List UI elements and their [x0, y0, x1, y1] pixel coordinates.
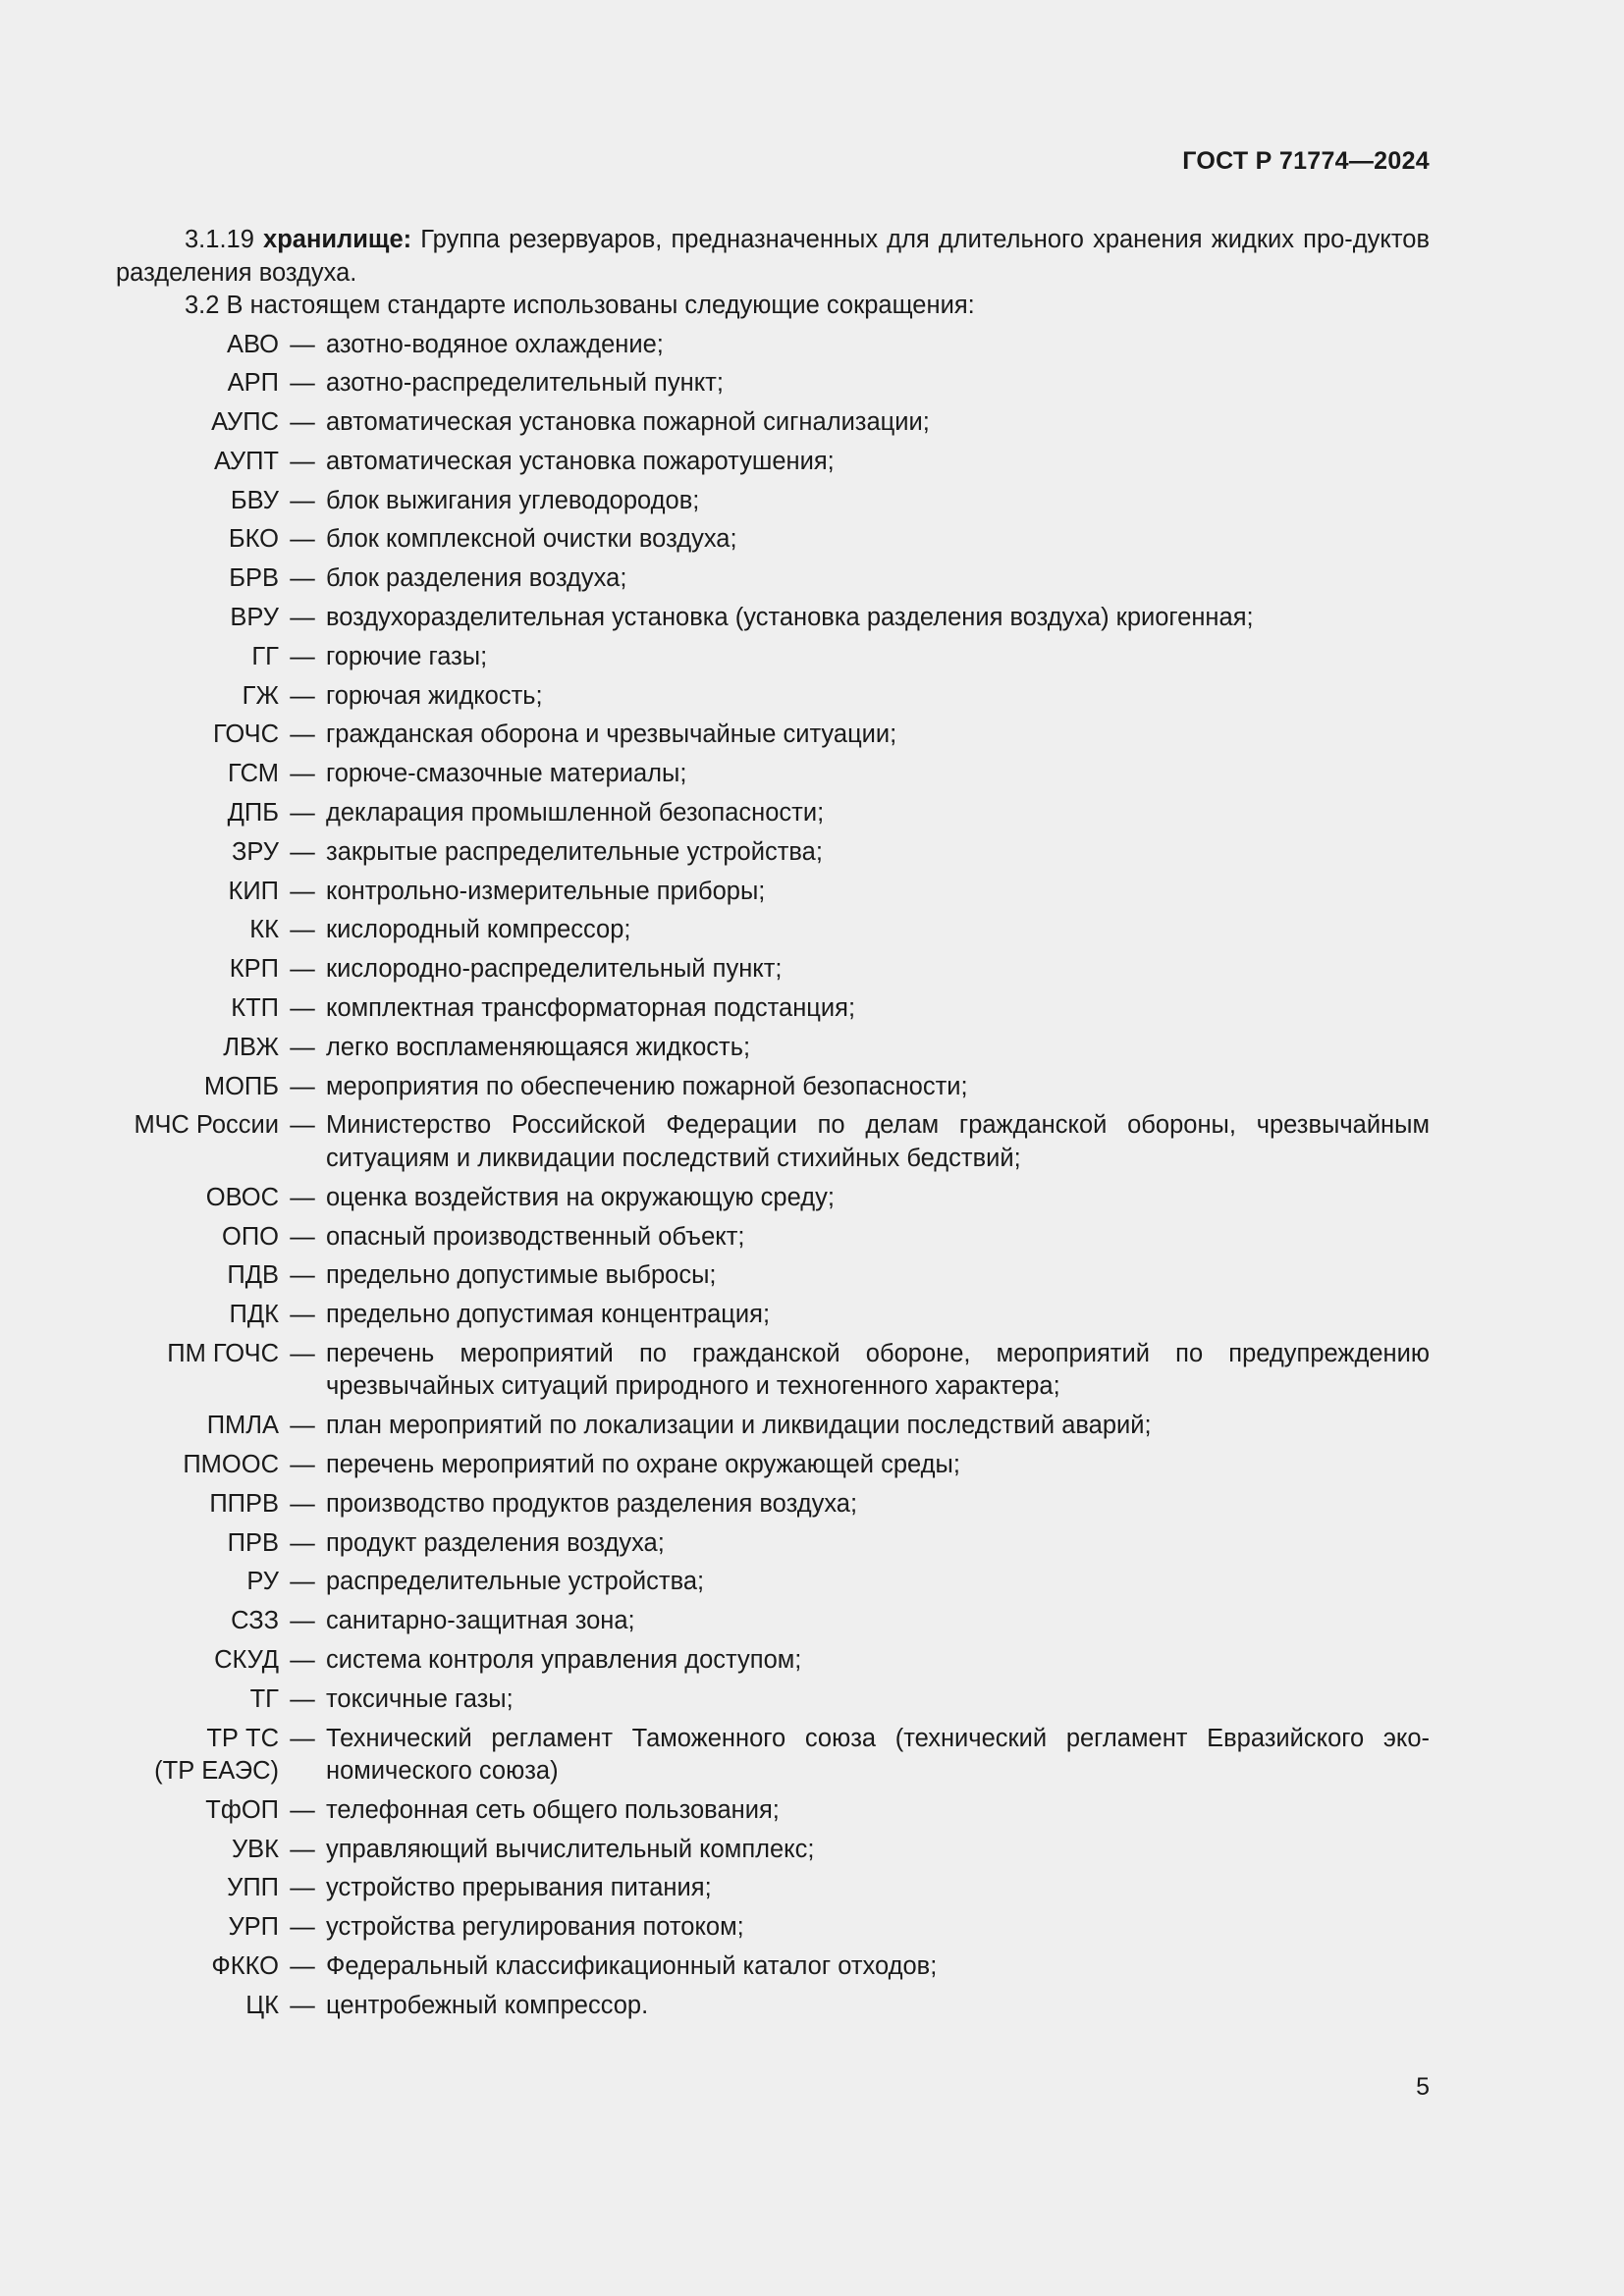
abbreviation-dash: — — [290, 1111, 315, 1140]
abbreviation-definition: легко воспламеняющаяся жидкость; — [326, 1033, 751, 1061]
abbreviation-definition: азотно-распределительный пункт; — [326, 369, 724, 398]
abbreviations-list — [116, 329, 1430, 2023]
abbreviation-dash: — — [290, 1261, 315, 1290]
abbreviation-row — [116, 367, 1430, 400]
document-header: ГОСТ Р 71774—2024 — [1182, 147, 1430, 175]
abbreviation-row — [116, 1338, 1430, 1404]
abbreviation-dash: — — [290, 994, 315, 1023]
abbreviation-row — [116, 1683, 1430, 1717]
abbreviation-dash: — — [290, 1646, 315, 1674]
abbreviation-term: ЛВЖ — [223, 1033, 279, 1061]
abbreviation-definition: Технический регламент Таможенного союза (технический регламент Евразийского эко-номического союза) — [326, 1724, 1430, 1786]
abbreviation-dash: — — [290, 1451, 315, 1479]
abbreviations-intro: 3.2 В настоящем стандарте использованы следующие сокращения: — [185, 292, 975, 319]
abbreviation-definition: мероприятия по обеспечению пожарной безопасности; — [326, 1072, 968, 1100]
abbreviation-definition: горючая жидкость; — [326, 681, 543, 710]
abbreviation-row — [116, 1488, 1430, 1522]
abbreviation-term: ОПО — [222, 1222, 279, 1251]
abbreviation-row — [116, 1221, 1430, 1255]
abbreviation-dash: — — [290, 1072, 315, 1100]
abbreviation-term: ПМЛА — [206, 1412, 279, 1440]
abbreviation-term: УРП — [228, 1913, 279, 1942]
abbreviation-term: ПМ ГОЧС — [167, 1339, 279, 1367]
abbreviation-term: ОВОС — [205, 1183, 279, 1211]
abbreviation-row — [116, 1644, 1430, 1678]
abbreviation-definition: продукт разделения воздуха; — [326, 1528, 665, 1557]
abbreviation-row — [116, 797, 1430, 830]
abbreviation-dash: — — [290, 1795, 315, 1824]
abbreviation-row — [116, 641, 1430, 674]
abbreviation-row — [116, 680, 1430, 714]
abbreviation-term: БКО — [228, 525, 279, 554]
abbreviation-row — [116, 1566, 1430, 1599]
abbreviation-dash: — — [290, 799, 315, 828]
abbreviation-row — [116, 1911, 1430, 1945]
abbreviation-row — [116, 758, 1430, 791]
abbreviation-row — [116, 1794, 1430, 1828]
definition-text: Группа резервуаров, предназначенных для длительного хранения жидких про-дуктов разделения воздуха. — [116, 226, 1430, 287]
abbreviation-row — [116, 1449, 1430, 1482]
abbreviation-definition: закрытые распределительные устройства; — [326, 837, 823, 866]
abbreviation-term: ПДВ — [227, 1261, 279, 1290]
abbreviation-dash: — — [290, 1222, 315, 1251]
abbreviation-dash: — — [290, 916, 315, 944]
abbreviation-definition: автоматическая установка пожаротушения; — [326, 447, 835, 475]
abbreviation-definition: план мероприятий по локализации и ликвидации последствий аварий; — [326, 1412, 1152, 1440]
abbreviation-dash: — — [290, 1874, 315, 1902]
abbreviation-definition: гражданская оборона и чрезвычайные ситуации; — [326, 721, 897, 749]
abbreviation-definition: устройства регулирования потоком; — [326, 1913, 744, 1942]
abbreviation-row — [116, 329, 1430, 362]
abbreviation-dash: — — [290, 1528, 315, 1557]
abbreviation-dash: — — [290, 721, 315, 749]
abbreviation-term: ГГ — [251, 642, 279, 670]
abbreviation-dash: — — [290, 1952, 315, 1981]
abbreviation-term: ПМООС — [183, 1451, 279, 1479]
abbreviation-dash: — — [290, 681, 315, 710]
abbreviation-row — [116, 1032, 1430, 1065]
abbreviation-definition: система контроля управления доступом; — [326, 1646, 802, 1674]
abbreviation-dash: — — [290, 525, 315, 554]
abbreviation-dash: — — [290, 1033, 315, 1061]
abbreviation-term: ТГ — [249, 1684, 279, 1713]
abbreviation-term: АВО — [226, 330, 279, 358]
abbreviation-row — [116, 1990, 1430, 2023]
abbreviation-row — [116, 523, 1430, 557]
abbreviation-definition: Федеральный классификационный каталог отходов; — [326, 1952, 938, 1981]
abbreviation-term: КК — [249, 916, 279, 944]
abbreviation-term: ЗРУ — [231, 837, 279, 866]
abbreviation-row — [116, 836, 1430, 870]
abbreviation-dash: — — [290, 760, 315, 788]
abbreviation-definition: предельно допустимые выбросы; — [326, 1261, 717, 1290]
abbreviation-row — [116, 446, 1430, 479]
abbreviation-dash: — — [290, 1183, 315, 1211]
abbreviation-term: ППРВ — [209, 1489, 279, 1518]
abbreviation-dash: — — [290, 604, 315, 632]
abbreviation-dash: — — [290, 447, 315, 475]
abbreviation-definition: управляющий вычислительный комплекс; — [326, 1835, 815, 1863]
abbreviation-row — [116, 1605, 1430, 1638]
abbreviation-definition: кислородно-распределительный пункт; — [326, 955, 783, 984]
abbreviation-term: АУПТ — [214, 447, 279, 475]
abbreviation-dash: — — [290, 1684, 315, 1713]
abbreviation-dash: — — [290, 837, 315, 866]
abbreviation-term: ГОЧС — [212, 721, 279, 749]
abbreviation-term: ТР ТС (ТР ЕАЭС) — [154, 1724, 279, 1786]
abbreviation-dash: — — [290, 1913, 315, 1942]
abbreviation-row — [116, 914, 1430, 947]
abbreviation-dash: — — [290, 1489, 315, 1518]
abbreviation-dash: — — [290, 642, 315, 670]
abbreviation-row — [116, 1950, 1430, 1984]
definition-term: хранилище: — [263, 226, 412, 253]
abbreviation-row — [116, 1182, 1430, 1215]
abbreviation-term: РУ — [246, 1568, 279, 1596]
abbreviation-definition: предельно допустимая концентрация; — [326, 1301, 771, 1329]
definition-number: 3.1.19 — [185, 226, 254, 253]
abbreviation-definition: токсичные газы; — [326, 1684, 514, 1713]
definition-3-1-19 — [116, 224, 1430, 290]
abbreviation-term: МЧС России — [134, 1111, 279, 1140]
abbreviation-term: ВРУ — [230, 604, 279, 632]
abbreviation-term: СКУД — [214, 1646, 279, 1674]
abbreviation-row — [116, 1527, 1430, 1561]
abbreviation-row — [116, 1723, 1430, 1789]
abbreviation-term: ЦК — [245, 1991, 279, 2019]
abbreviation-definition: производство продуктов разделения воздуха; — [326, 1489, 858, 1518]
abbreviation-term: КИП — [228, 877, 279, 905]
abbreviation-definition: центробежный компрессор. — [326, 1991, 649, 2019]
abbreviation-dash: — — [290, 1339, 315, 1367]
abbreviation-term: ДПБ — [227, 799, 279, 828]
abbreviation-definition: горючие газы; — [326, 642, 488, 670]
abbreviation-definition: распределительные устройства; — [326, 1568, 705, 1596]
abbreviation-term: МОПБ — [203, 1072, 279, 1100]
page-content — [116, 224, 1430, 2029]
abbreviation-row — [116, 992, 1430, 1026]
abbreviation-dash: — — [290, 1991, 315, 2019]
abbreviation-term: БВУ — [230, 486, 279, 514]
page-number: 5 — [1416, 2073, 1430, 2101]
abbreviation-row — [116, 1872, 1430, 1905]
abbreviation-definition: блок выжигания углеводородов; — [326, 486, 700, 514]
abbreviation-definition: декларация промышленной безопасности; — [326, 799, 825, 828]
abbreviation-term: УВК — [231, 1835, 279, 1863]
abbreviation-definition: комплектная трансформаторная подстанция; — [326, 994, 856, 1023]
abbreviation-row — [116, 1299, 1430, 1332]
abbreviation-dash: — — [290, 955, 315, 984]
abbreviation-row — [116, 719, 1430, 752]
abbreviation-term: АУПС — [211, 408, 279, 437]
abbreviation-definition: блок разделения воздуха; — [326, 564, 627, 593]
abbreviation-dash: — — [290, 877, 315, 905]
abbreviation-row — [116, 1071, 1430, 1104]
abbreviation-definition: телефонная сеть общего пользования; — [326, 1795, 780, 1824]
abbreviation-definition: горюче-смазочные материалы; — [326, 760, 687, 788]
abbreviation-definition: блок комплексной очистки воздуха; — [326, 525, 737, 554]
abbreviation-dash: — — [290, 330, 315, 358]
abbreviation-dash: — — [290, 1835, 315, 1863]
abbreviation-definition: санитарно-защитная зона; — [326, 1607, 635, 1635]
abbreviation-row — [116, 876, 1430, 909]
abbreviation-term: ПДК — [229, 1301, 279, 1329]
abbreviation-definition: перечень мероприятий по гражданской обороне, мероприятий по предупреждению чрезвычайных ситуаций природного и техногенного характера; — [326, 1339, 1430, 1401]
abbreviation-dash: — — [290, 408, 315, 437]
abbreviation-row — [116, 1834, 1430, 1867]
abbreviation-term: ФККО — [211, 1952, 279, 1981]
abbreviation-term: БРВ — [229, 564, 279, 593]
abbreviation-dash: — — [290, 1568, 315, 1596]
abbreviation-dash: — — [290, 1607, 315, 1635]
abbreviation-dash: — — [290, 486, 315, 514]
abbreviation-row — [116, 485, 1430, 518]
abbreviation-dash: — — [290, 369, 315, 398]
abbreviation-definition: перечень мероприятий по охране окружающей среды; — [326, 1451, 960, 1479]
abbreviation-term: ГЖ — [242, 681, 279, 710]
abbreviation-row — [116, 1410, 1430, 1443]
abbreviation-definition: автоматическая установка пожарной сигнализации; — [326, 408, 930, 437]
abbreviation-term: КРП — [229, 955, 279, 984]
abbreviation-row — [116, 1109, 1430, 1175]
abbreviation-term: СЗЗ — [231, 1607, 279, 1635]
abbreviation-term: ПРВ — [227, 1528, 279, 1557]
abbreviation-term: УПП — [227, 1874, 279, 1902]
abbreviation-term: ТфОП — [205, 1795, 279, 1824]
abbreviation-definition: устройство прерывания питания; — [326, 1874, 712, 1902]
abbreviation-definition: Министерство Российской Федерации по делам гражданской обороны, чрезвычайным ситуациям и ликвидации последствий стихийных бедствий; — [326, 1111, 1430, 1172]
abbreviation-definition: воздухоразделительная установка (установка разделения воздуха) криогенная; — [326, 604, 1254, 632]
abbreviation-dash: — — [290, 1724, 315, 1752]
abbreviation-row — [116, 406, 1430, 440]
abbreviation-dash: — — [290, 1412, 315, 1440]
abbreviation-row — [116, 562, 1430, 596]
abbreviation-definition: кислородный компрессор; — [326, 916, 631, 944]
abbreviation-row — [116, 1259, 1430, 1293]
abbreviation-term: ГСМ — [227, 760, 279, 788]
abbreviation-row — [116, 602, 1430, 635]
abbreviation-definition: азотно-водяное охлаждение; — [326, 330, 664, 358]
abbreviation-term: АРП — [227, 369, 279, 398]
abbreviation-term: КТП — [231, 994, 279, 1023]
abbreviation-definition: оценка воздействия на окружающую среду; — [326, 1183, 835, 1211]
abbreviation-dash: — — [290, 1301, 315, 1329]
abbreviation-definition: опасный производственный объект; — [326, 1222, 745, 1251]
abbreviation-row — [116, 953, 1430, 987]
abbreviation-definition: контрольно-измерительные приборы; — [326, 877, 766, 905]
abbreviation-dash: — — [290, 564, 315, 593]
